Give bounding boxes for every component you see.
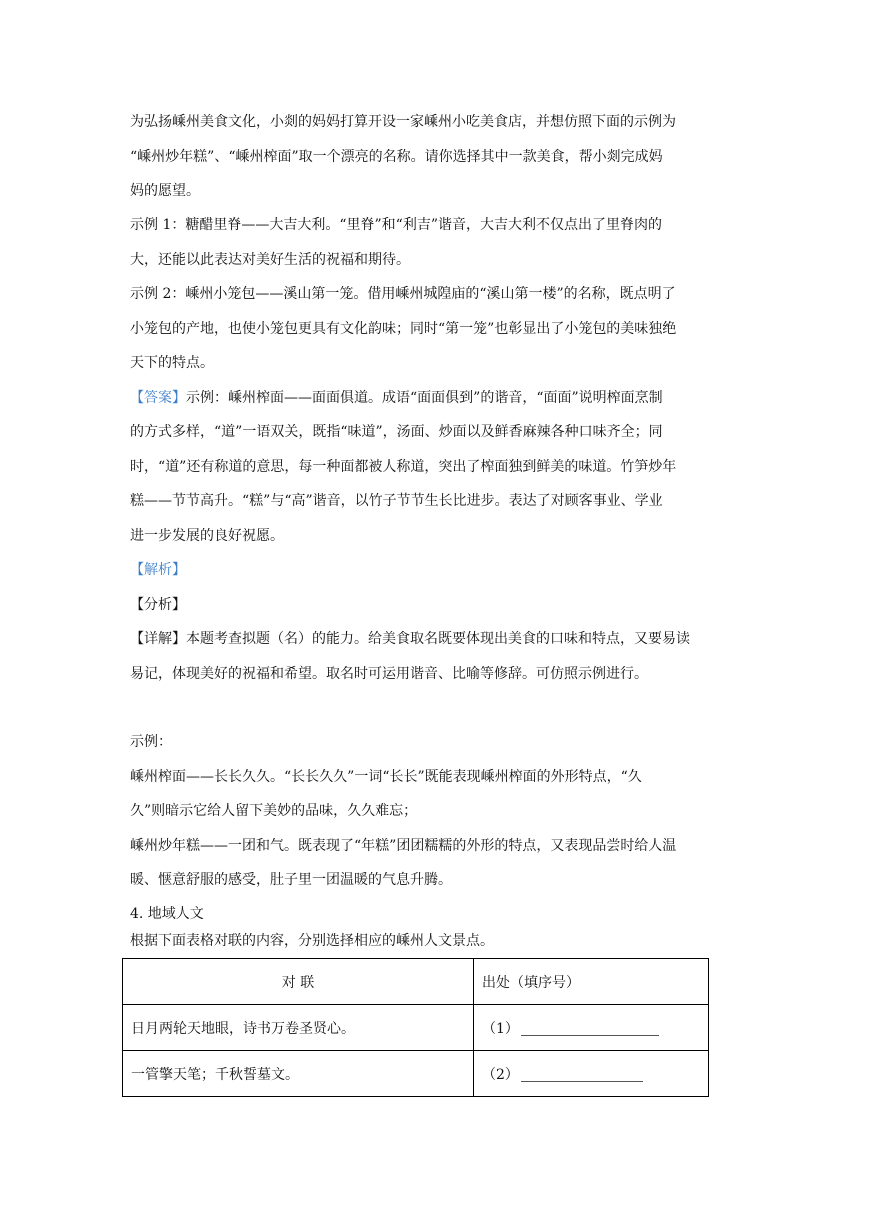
answer-text: 示例：嵊州榨面——面面俱道。成语“面面俱到”的谐音，“面面”说明榨面烹制 <box>186 390 663 406</box>
blank-label: （1） <box>482 1020 519 1037</box>
detail-first-line <box>130 629 750 649</box>
sample2-line: 暖、惬意舒服的感受，肚子里一团温暖的气息升腾。 <box>130 872 452 888</box>
detail-tag: 【详解】 <box>130 631 186 647</box>
example1-line: 大，还能以此表达对美好生活的祝福和期待。 <box>130 252 410 268</box>
example1-line: 示例 1：糖醋里脊——大吉大利。“里脊”和“利吉”谐音，大吉大利不仅点出了里脊肉的 <box>130 217 662 233</box>
sample-label: 示例： <box>130 734 172 750</box>
example2-line: 天下的特点。 <box>130 355 214 371</box>
answer-line: 时，“道”还有称道的意思，每一种面都被人称道，突出了榨面独到鲜美的味道。竹笋炒年 <box>130 459 677 475</box>
question-4-title: 4. 地域人文 <box>130 906 204 922</box>
source-cell <box>474 1051 709 1097</box>
fenxi-tag: 【分析】 <box>130 597 186 613</box>
example2-line: 示例 2：嵊州小笼包——溪山第一笼。借用嵊州城隍庙的“溪山第一楼”的名称，既点明了 <box>130 286 676 302</box>
answer-tag: 【答案】 <box>130 390 186 406</box>
answer-line: 的方式多样，“道”一语双关，既指“味道”，汤面、炒面以及鲜香麻辣各种口味齐全；同 <box>130 424 663 440</box>
question-4-instruction: 根据下面表格对联的内容，分别选择相应的嵊州人文景点。 <box>130 933 494 949</box>
analysis-tag: 【解析】 <box>130 562 186 578</box>
table-row <box>123 1005 709 1051</box>
answer-line: 进一步发展的良好祝愿。 <box>130 528 284 544</box>
blank-label: （2） <box>482 1066 519 1083</box>
table-header-row <box>123 959 709 1005</box>
answer-line: 糕——节节高升。“糕”与“高”谐音，以竹子节节生长比进步。表达了对顾客事业、学业 <box>130 493 663 509</box>
detail-text: 本题考查拟题（名）的能力。给美食取名既要体现出美食的口味和特点，又要易读 <box>186 631 690 647</box>
sample2-line: 嵊州炒年糕——一团和气。既表现了“年糕”团团糯糯的外形的特点，又表现品尝时给人温 <box>130 838 677 854</box>
answer-first-line <box>130 388 750 408</box>
example2-line: 小笼包的产地，也使小笼包更具有文化韵味；同时“第一笼”也彰显出了小笼包的美味独绝 <box>130 321 677 337</box>
sample1-line: 嵊州榨面——长长久久。“长长久久”一词“长长”既能表现嵊州榨面的外形特点，“久 <box>130 769 642 785</box>
source-cell <box>474 1005 709 1051</box>
couplet-cell: 日月两轮天地眼，诗书万卷圣贤心。 <box>123 1005 474 1051</box>
detail-line: 易记，体现美好的祝福和希望。取名时可运用谐音、比喻等修辞。可仿照示例进行。 <box>130 666 648 682</box>
answer-blank[interactable] <box>521 1067 643 1082</box>
question-intro-line: “嵊州炒年糕”、“嵊州榨面”取一个漂亮的名称。请你选择其中一款美食，帮小剡完成妈 <box>130 149 663 165</box>
table-header-source: 出处（填序号） <box>474 959 709 1005</box>
sample1-line: 久”则暗示它给人留下美妙的品味，久久难忘； <box>130 803 418 819</box>
answer-blank[interactable] <box>521 1021 659 1036</box>
couplet-cell: 一管擎天笔；千秋誓墓文。 <box>123 1051 474 1097</box>
table-row <box>123 1051 709 1097</box>
table-header-couplet: 对 联 <box>123 959 474 1005</box>
question-intro-line: 为弘扬嵊州美食文化，小剡的妈妈打算开设一家嵊州小吃美食店，并想仿照下面的示例为 <box>130 114 676 130</box>
question-intro-line: 妈的愿望。 <box>130 183 200 199</box>
couplet-table <box>122 958 709 1097</box>
